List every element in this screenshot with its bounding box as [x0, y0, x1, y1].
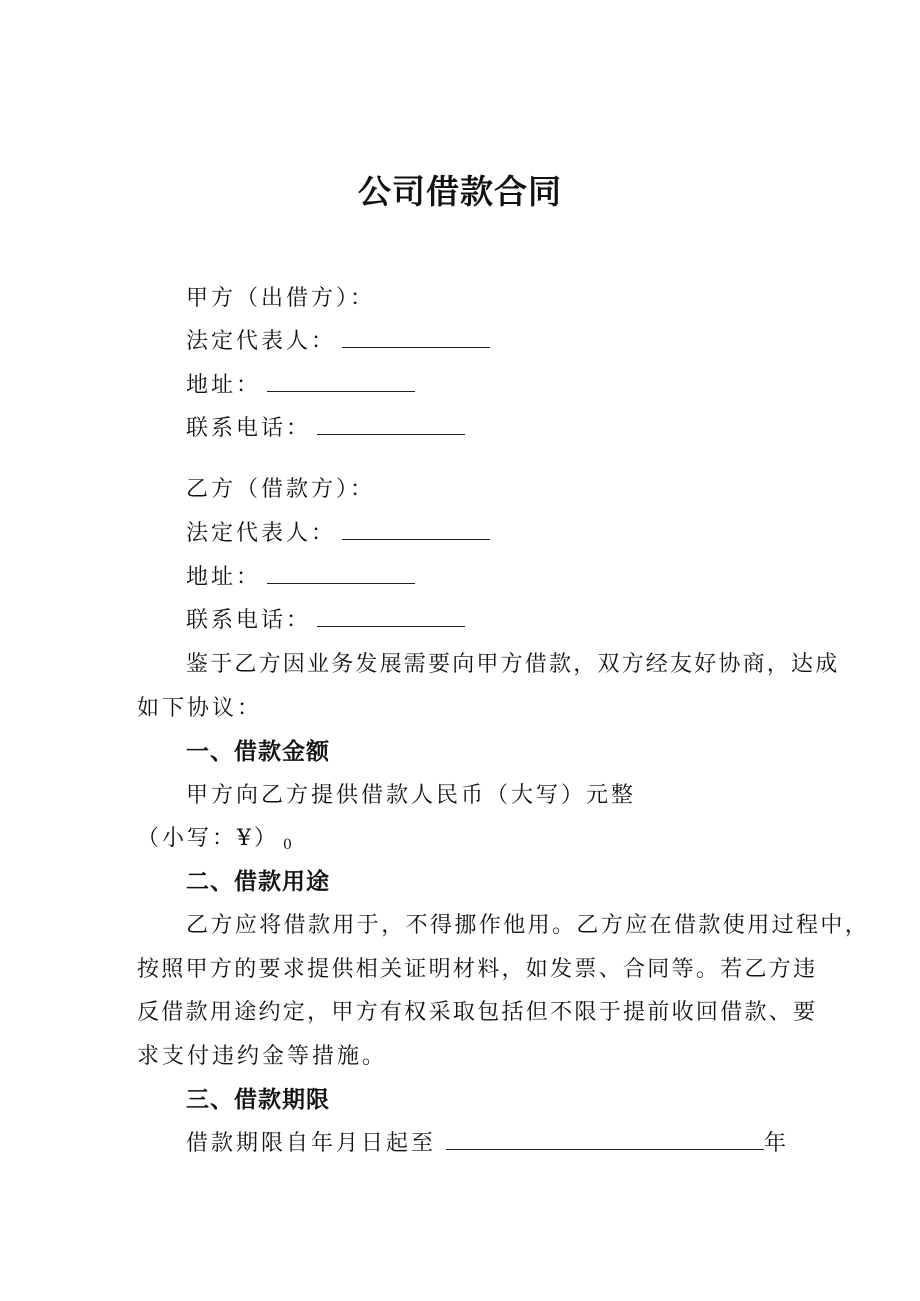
party-b-header: 乙方（借款方）： [186, 477, 376, 502]
party-a-phone-row [186, 414, 465, 444]
section-3-heading: 三、借款期限 [186, 1087, 330, 1113]
document-title: 公司借款合同 [358, 172, 562, 211]
party-a-legal-rep-row [186, 327, 490, 357]
section-3-period-label: 借款期限自年月日起至 [186, 1131, 437, 1156]
party-a-address-row [186, 371, 415, 401]
party-b-legal-rep-row [186, 519, 490, 549]
section-2-line-4: 求支付违约金等措施。 [137, 1044, 388, 1069]
section-2-line-2: 按照甲方的要求提供相关证明材料，如发票、合同等。若乙方违 [137, 957, 818, 982]
party-a-header: 甲方（出借方）： [186, 286, 376, 311]
preamble-line-1: 鉴于乙方因业务发展需要向甲方借款，双方经友好协商，达成 [186, 652, 840, 677]
party-b-address-row [186, 563, 415, 593]
section-1-line-2-tail: 0 [283, 837, 295, 853]
section-3-line-1-tail: 年 [764, 1131, 790, 1156]
party-b-phone-label: 联系电话： [186, 608, 312, 633]
section-3-line-1 [186, 1129, 789, 1159]
party-b-address-blank[interactable] [267, 563, 415, 584]
party-b-legal-rep-blank[interactable] [342, 519, 490, 540]
section-1-heading: 一、借款金额 [186, 739, 330, 765]
party-a-phone-label: 联系电话： [186, 416, 312, 441]
party-a-address-label: 地址： [186, 373, 262, 398]
party-a-address-blank[interactable] [267, 371, 415, 392]
party-b-address-label: 地址： [186, 565, 262, 590]
party-b-phone-blank[interactable] [317, 606, 465, 627]
party-a-phone-blank[interactable] [317, 414, 465, 435]
section-1-line-1: 甲方向乙方提供借款人民币（大写）元整 [186, 783, 637, 808]
preamble-line-2: 如下协议： [137, 696, 263, 721]
section-1-line-2 [137, 824, 295, 860]
party-a-legal-rep-blank[interactable] [342, 327, 490, 348]
section-2-line-3: 反借款用途约定，甲方有权采取包括但不限于提前收回借款、要 [137, 1000, 818, 1025]
section-1-small-amount: （小写：¥） [137, 826, 279, 851]
section-3-period-blank[interactable] [446, 1129, 764, 1150]
party-a-legal-rep-label: 法定代表人： [186, 329, 337, 354]
section-2-line-1: 乙方应将借款用于，不得挪作他用。乙方应在借款使用过程中， [186, 913, 870, 938]
party-b-phone-row [186, 606, 465, 636]
section-2-heading: 二、借款用途 [186, 869, 330, 895]
party-b-legal-rep-label: 法定代表人： [186, 521, 337, 546]
